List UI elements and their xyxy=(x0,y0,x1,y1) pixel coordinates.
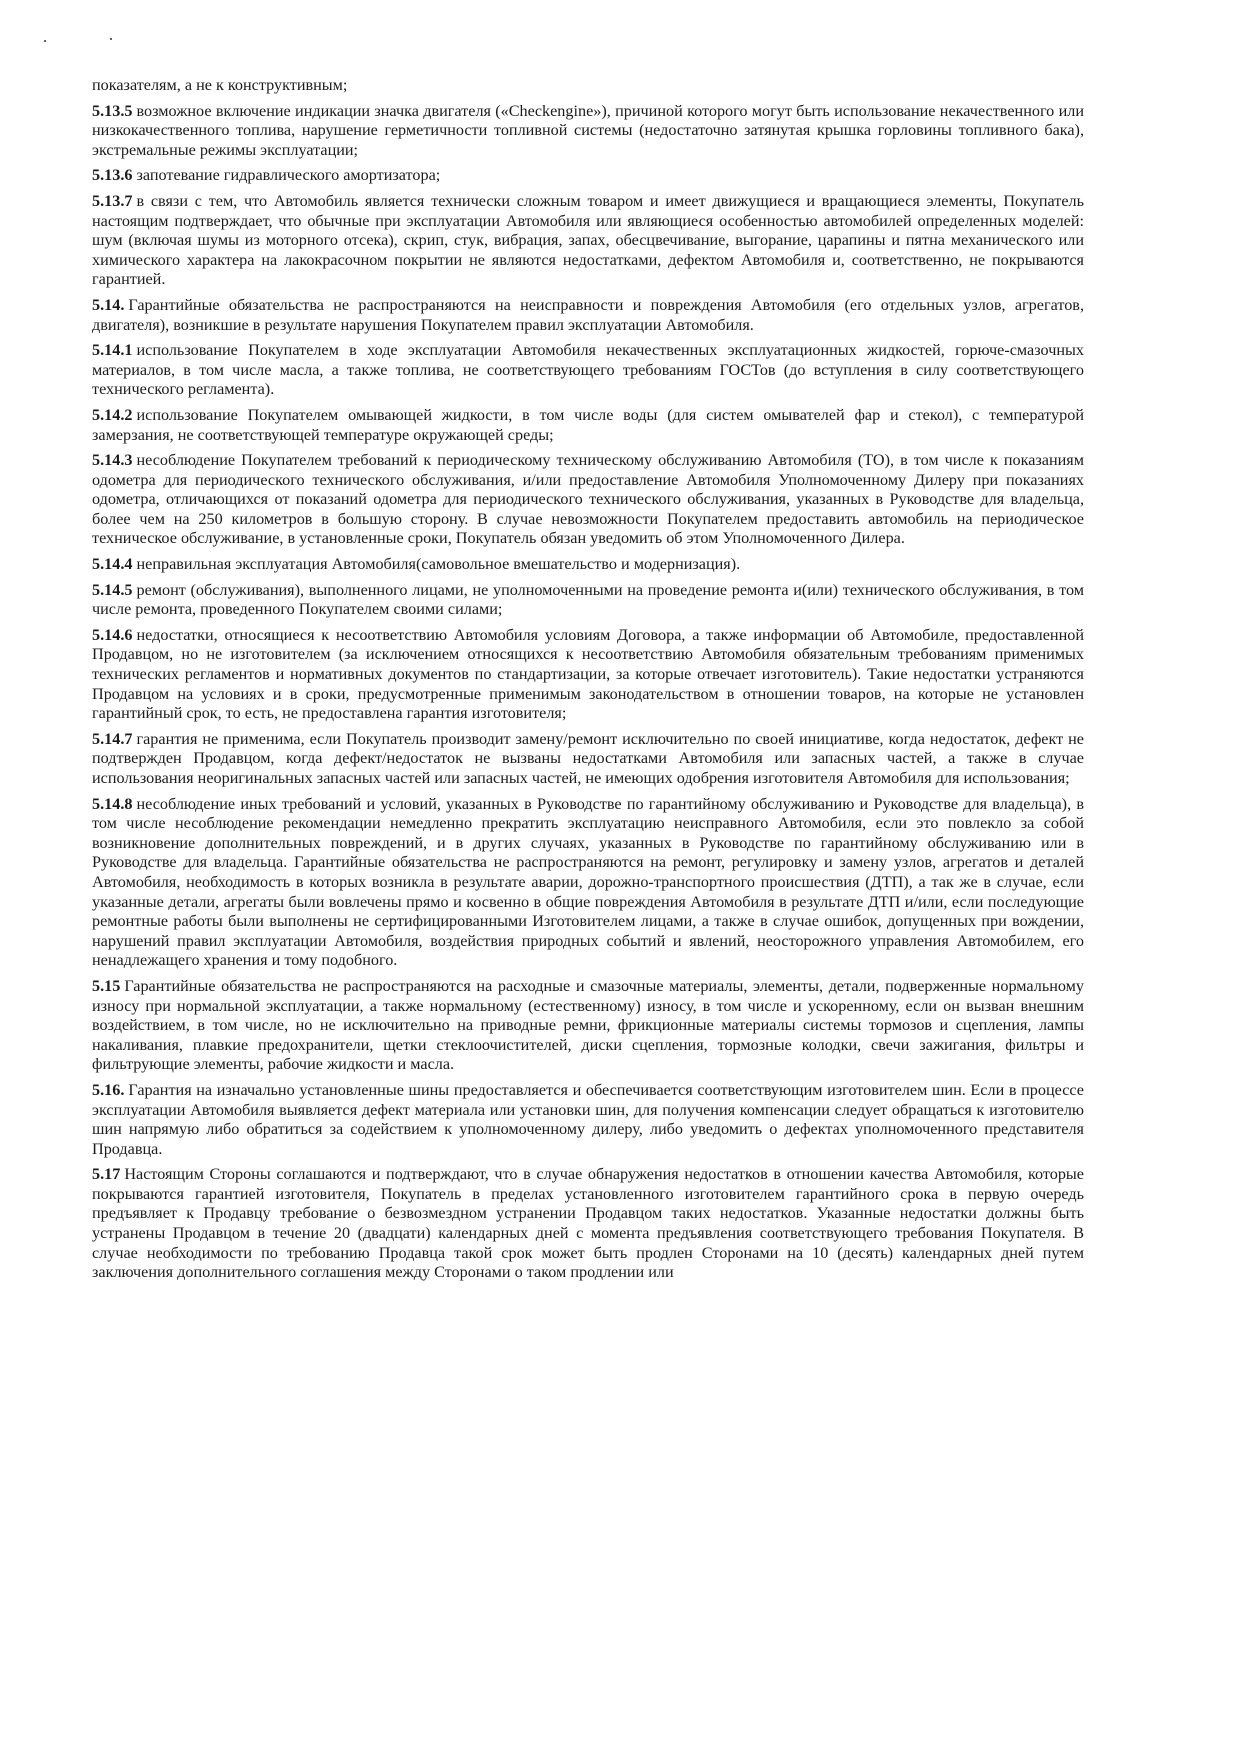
clause-text: недостатки, относящиеся к несоответствию Автомобиля условиям Договора, а также информации об Автомобиле, предоставленной Продавцом, но не изготовителем (за исключением относящихся к несоответствию Автомобиля обязательным требованиям применимых технических регламентов и нормативных документов по стандартизации, за которые отвечает изготовитель). Такие недостатки устраняются Продавцом на условиях и в сроки, предусмотренные применимым законодательством в отношении товаров, на которые не установлен гарантийный срок, то есть, не предоставлена гарантия изготовителя; xyxy=(92,625,1084,723)
paragraph xyxy=(92,406,1084,445)
clause-number: 5.14.8 xyxy=(92,794,133,813)
clause-number: 5.14.6 xyxy=(92,625,133,644)
clause-number: 5.14.7 xyxy=(92,729,133,748)
clause-number: 5.13.7 xyxy=(92,191,133,210)
paragraph xyxy=(92,296,1084,335)
clause-number: 5.16. xyxy=(92,1080,125,1099)
paragraph xyxy=(92,730,1084,789)
clause-text: использование Покупателем омывающей жидкости, в том числе воды (для систем омывателей фар и стекол), с температурой замерзания, не соответствующей температуре окружающей среды; xyxy=(92,405,1084,444)
clause-number: 5.14.1 xyxy=(92,341,133,360)
clause-text: неправильная эксплуатация Автомобиля(самовольное вмешательство и модернизация). xyxy=(136,555,741,574)
clause-text: возможное включение индикации значка двигателя («Checkengine»), причиной которого могут быть использование некачественного или низкокачественного топлива, нарушение герметичности топливной системы (недостаточно затянутая крышка горловины топливного бака), экстремальные режимы эксплуатации; xyxy=(92,101,1084,159)
clause-number: 5.14.2 xyxy=(92,405,133,424)
clause-number: 5.14.3 xyxy=(92,451,133,470)
paragraph xyxy=(92,451,1084,549)
paragraph xyxy=(92,626,1084,724)
clause-text: Гарантия на изначально установленные шины предоставляется и обеспечивается соответствующим изготовителем шин. Если в процессе эксплуатации Автомобиля выявляется дефект материала или установки шин, для получения компенсации следует обращаться к изготовителю шин напрямую либо обратиться за содействием к уполномоченному дилеру, либо уведомить о дефектах уполномоченного представителя Продавца. xyxy=(92,1080,1084,1158)
document-page xyxy=(92,76,1084,1289)
paragraph xyxy=(92,1165,1084,1283)
paragraph xyxy=(92,581,1084,620)
clause-text: ремонт (обслуживания), выполненного лицами, не уполномоченными на проведение ремонта и(или) технического обслуживания, в том числе ремонта, проведенного Покупателем своими силами; xyxy=(92,580,1084,619)
clause-text: гарантия не применима, если Покупатель производит замену/ремонт исключительно по своей инициативе, когда недостаток, дефект не подтвержден Продавцом, когда дефект/недостаток не вызваны недостатками Автомобиля или запасных частей, а также в случае использования неоригинальных запасных частей или запасных частей, не имеющих одобрения изготовителя Автомобиля для использования; xyxy=(92,729,1084,787)
clause-number: 5.14.5 xyxy=(92,580,133,599)
clause-number: 5.13.5 xyxy=(92,101,133,120)
paragraph xyxy=(92,166,1084,186)
clause-text: показателям, а не к конструктивным; xyxy=(92,76,348,94)
clause-text: Гарантийные обязательства не распространяются на расходные и смазочные материалы, элементы, детали, подверженные нормальному износу при нормальной эксплуатации, а также нормальному (естественному) износу, в том числе и ускоренному, если он вызван внешним воздействием, в том числе, но не исключительно на приводные ремни, фрикционные материалы системы тормозов и сцепления, лампы накаливания, плавкие предохранители, щетки стеклоочистителей, диски сцепления, тормозные колодки, свечи зажигания, фильтры и фильтрующие элементы, рабочие жидкости и масла. xyxy=(92,976,1084,1074)
paragraph xyxy=(92,795,1084,971)
clause-number: 5.14. xyxy=(92,295,125,314)
clause-number: 5.14.4 xyxy=(92,555,133,574)
paragraph xyxy=(92,555,1084,575)
clause-text: Настоящим Стороны соглашаются и подтверждают, что в случае обнаружения недостатков в отношении качества Автомобиля, которые покрываются гарантией изготовителя, Покупатель в пределах установленного изготовителем гарантийного срока в первую очередь предъявляет к Продавцу требование о безвозмездном устранении Продавцом таких недостатков. Указанные недостатки должны быть устранены Продавцом в течение 20 (двадцати) календарных дней с момента предъявления соответствующего требования Покупателя. В случае необходимости по требованию Продавца такой срок может быть продлен Сторонами на 10 (десять) календарных дней путем заключения дополнительного соглашения между Сторонами о таком продлении или xyxy=(92,1165,1084,1282)
clause-text: запотевание гидравлического амортизатора; xyxy=(136,166,441,185)
paragraph xyxy=(92,341,1084,400)
paragraph xyxy=(92,76,1084,96)
paragraph xyxy=(92,102,1084,161)
clause-text: несоблюдение Покупателем требований к периодическому техническому обслуживанию Автомобиля (ТО), в том числе к показаниям одометра для периодического технического обслуживания, и/или предоставление Автомобиля Уполномоченному Дилеру при показаниях одометра, отличающихся от показаний одометра для периодического технического обслуживания, указанных в Руководстве для владельца, более чем на 250 километров в большую сторону. В случае невозможности Покупателем предоставить автомобиль на периодическое техническое обслуживание, в установленные сроки, Покупатель обязан уведомить об этом Уполномоченного Дилера. xyxy=(92,451,1084,548)
clause-text: Гарантийные обязательства не распространяются на неисправности и повреждения Автомобиля (его отдельных узлов, агрегатов, двигателя), возникшие в результате нарушения Покупателем правил эксплуатации Автомобиля. xyxy=(92,295,1084,334)
clause-number: 5.15 xyxy=(92,976,121,995)
paragraph xyxy=(92,192,1084,290)
clause-number: 5.13.6 xyxy=(92,166,133,185)
paragraph xyxy=(92,1081,1084,1159)
clause-text: несоблюдение иных требований и условий, указанных в Руководстве по гарантийному обслуживанию и Руководстве для владельца), в том числе несоблюдение рекомендации немедленно прекратить эксплуатацию неисправного Автомобиля, если это повлекло за собой возникновение дополнительных повреждений, и в других случаях, указанных в Руководстве по гарантийному обслуживанию или в Руководстве для владельца. Гарантийные обязательства не распространяются на ремонт, регулировку и замену узлов, агрегатов и деталей Автомобиля, необходимость в которых возникла в результате аварии, дорожно-транспортного происшествия (ДТП), а так же в случае, если указанные детали, агрегаты были вовлечены прямо и косвенно в общие повреждения Автомобиля в результате ДТП и/или, если последующие ремонтные работы были выполнены не сертифицированными Изготовителем лицами, а также в случае ошибок, допущенных при вождении, нарушений правил эксплуатации Автомобиля, воздействия природных событий и явлений, неосторожного управления Автомобилем, его ненадлежащего хранения и тому подобного. xyxy=(92,794,1084,970)
clause-text: в связи с тем, что Автомобиль является технически сложным товаром и имеет движущиеся и вращающиеся элементы, Покупатель настоящим подтверждает, что обычные при эксплуатации Автомобиля или являющиеся особенностью автомобилей определенных моделей: шум (включая шумы из моторного отсека), скрип, стук, вибрация, запах, обесцвечивание, выгорание, царапины и пятна механического или химического характера на лакокрасочном покрытии не являются недостатками, дефектом Автомобиля и, соответственно, не покрываются гарантией. xyxy=(92,191,1084,289)
clause-text: использование Покупателем в ходе эксплуатации Автомобиля некачественных эксплуатационных жидкостей, горюче-смазочных материалов, в том числе масла, а также топлива, не соответствующего требованиям ГОСТов (до вступления в силу соответствующего технического регламента). xyxy=(92,341,1084,399)
paragraph xyxy=(92,977,1084,1075)
clause-number: 5.17 xyxy=(92,1165,121,1184)
